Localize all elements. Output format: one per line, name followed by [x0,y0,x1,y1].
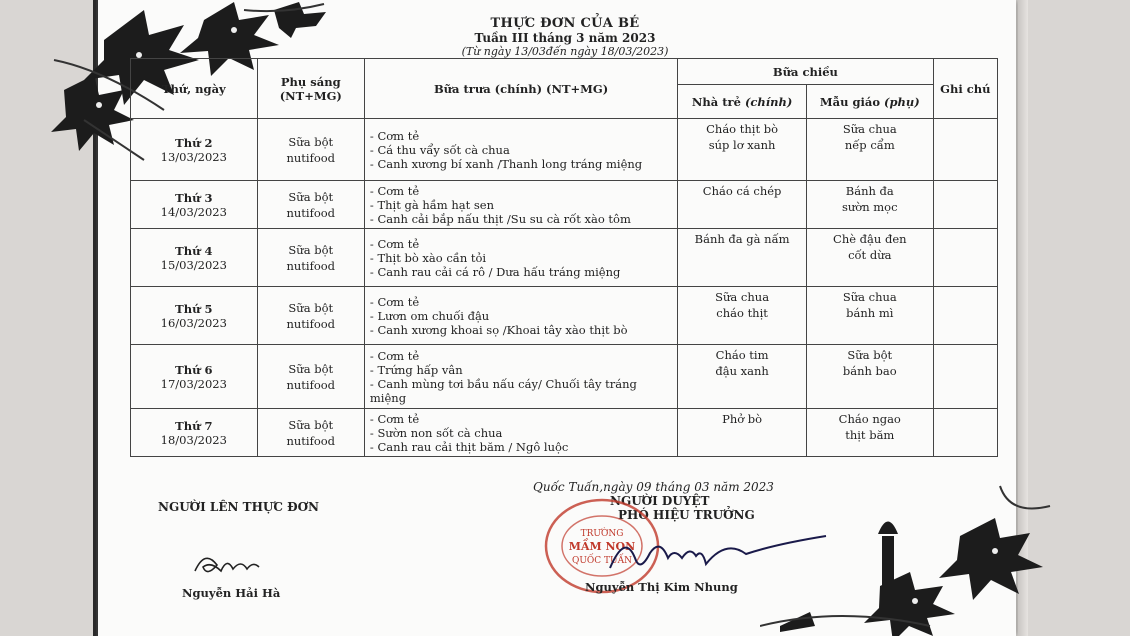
kindergarten-line: Sữa chua [842,122,897,136]
day-name: Thứ 2 [175,135,213,150]
svg-text:QUỐC TUẤN: QUỐC TUẤN [571,556,633,566]
day-name: Thứ 4 [175,243,213,258]
breakfast-cell [257,119,364,181]
menu-title: THỰC ĐƠN CỦA BÉ [490,16,640,31]
day-date: 14/03/2023 [160,204,227,219]
kindergarten-line: Bánh đa [845,184,894,198]
nursery-line: súp lơ xanh [708,138,776,152]
lunch-cell [364,287,677,345]
nursery-cell [678,181,807,229]
notes-cell [933,181,997,229]
notes-cell [933,119,997,181]
notes-cell [933,229,997,287]
breakfast-line: nutifood [286,205,336,220]
menu-date-range: (Từ ngày 13/03đến ngày 18/03/2023) [461,45,669,58]
breakfast-cell [257,181,364,229]
nursery-cell [678,119,807,181]
lunch-cell [364,409,677,457]
lunch-line: - Canh cải bắp nấu thịt /Su su cà rốt xào tôm [369,211,631,226]
kindergarten-cell [806,409,933,457]
breakfast-line: Sữa bột [288,242,334,257]
lunch-line: - Cơm tẻ [369,183,420,198]
notes-cell [933,287,997,345]
breakfast-line: Sữa bột [288,417,334,432]
nursery-line: Cháo cá chép [702,184,782,198]
breakfast-cell [257,287,364,345]
day-name: Thứ 3 [175,190,213,205]
day-cell [131,345,258,409]
creator-label: NGƯỜI LÊN THỰC ĐƠN [158,500,320,514]
breakfast-line: nutifood [286,377,336,392]
place-date: Quốc Tuấn,ngày 09 tháng 03 năm 2023 [533,480,774,494]
header-kindergarten [806,85,933,119]
day-date: 18/03/2023 [160,432,227,447]
lunch-line: - Canh mùng tơi bầu nấu cáy/ Chuối tây tráng [369,376,637,391]
lunch-cell [364,181,677,229]
kindergarten-line: bánh bao [842,364,897,378]
day-date: 15/03/2023 [160,257,227,272]
lunch-line: - Trứng hấp vân [369,362,463,377]
notes-cell [933,345,997,409]
day-cell [131,409,258,457]
kindergarten-line: Sữa chua [842,290,897,304]
header-nursery-label: Nhà trẻ [691,94,741,109]
breakfast-line: nutifood [286,316,336,331]
nursery-line: Sữa chua [715,290,770,304]
lunch-line: - Thịt gà hầm hạt sen [369,197,495,212]
kindergarten-cell [806,181,933,229]
nursery-cell [678,409,807,457]
nursery-cell [678,229,807,287]
kindergarten-line: Chè đậu đen [833,232,907,246]
menu-table [130,58,998,457]
lunch-line: - Cơm tẻ [369,411,420,426]
menu-row [131,345,998,409]
lunch-line: - Cơm tẻ [369,348,420,363]
nursery-line: đậu xanh [715,364,769,378]
kindergarten-line: Cháo ngao [838,412,901,426]
header-kindergarten-label: Mẫu giáo [819,94,880,109]
lunch-cell [364,229,677,287]
svg-text:MẦM NON: MẦM NON [568,540,636,553]
lunch-cell [364,119,677,181]
day-date: 16/03/2023 [160,315,227,330]
nursery-line: cháo thịt [716,306,768,320]
header-lunch: Bữa trưa (chính) (NT+MG) [364,59,677,119]
nursery-line: Bánh đa gà nấm [694,232,790,246]
menu-row [131,119,998,181]
kindergarten-line: nếp cẩm [844,138,895,152]
creator-signature [190,546,280,586]
header-breakfast: Phụ sáng (NT+MG) [257,59,364,119]
menu-row [131,409,998,457]
lunch-line: - Canh rau cải cá rô / Dưa hấu tráng miệng [369,264,621,279]
kindergarten-cell [806,345,933,409]
menu-row [131,229,998,287]
lunch-cell [364,345,677,409]
breakfast-line: Sữa bột [288,361,334,376]
day-cell [131,119,258,181]
day-cell [131,287,258,345]
lunch-line: - Canh xương khoai sọ /Khoai tây xào thịt bò [369,322,628,337]
breakfast-line: Sữa bột [288,300,334,315]
lunch-line: - Cơm tẻ [369,294,420,309]
svg-text:TRƯỜNG: TRƯỜNG [580,529,624,539]
nursery-cell [678,345,807,409]
kindergarten-line: cốt dừa [848,248,892,262]
nursery-cell [678,287,807,345]
header-afternoon: Bữa chiều [678,59,933,85]
lunch-line: - Lươn om chuối đậu [369,308,490,323]
breakfast-line: nutifood [286,433,336,448]
kindergarten-line: sườn mọc [841,200,898,214]
day-date: 17/03/2023 [160,376,227,391]
header-day: Thứ, ngày [131,59,258,119]
menu-row [131,287,998,345]
day-date: 13/03/2023 [160,149,227,164]
breakfast-cell [257,409,364,457]
breakfast-line: nutifood [286,150,336,165]
kindergarten-line: bánh mì [846,306,894,320]
breakfast-line: Sữa bột [288,134,334,149]
lunch-line: - Canh rau cải thịt băm / Ngô luộc [369,439,569,454]
lunch-line: - Sườn non sốt cà chua [369,425,503,440]
menu-week: Tuần III tháng 3 năm 2023 [474,31,656,45]
nursery-line: Cháo thịt bò [706,122,779,136]
kindergarten-cell [806,119,933,181]
lunch-line: - Cá thu vẩy sốt cà chua [369,142,510,157]
day-name: Thứ 6 [175,362,213,377]
approver-name: Nguyễn Thị Kim Nhung [585,580,738,594]
day-name: Thứ 7 [175,418,213,433]
day-cell [131,229,258,287]
header-notes: Ghi chú [933,59,997,119]
breakfast-cell [257,345,364,409]
day-cell [131,181,258,229]
nursery-line: Cháo tim [715,348,769,362]
kindergarten-cell [806,229,933,287]
kindergarten-line: thịt băm [845,428,895,442]
header-nursery-tag: (chính) [744,94,793,109]
header-kindergarten-tag: (phụ) [884,94,920,109]
kindergarten-cell [806,287,933,345]
lunch-line: - Canh xương bí xanh /Thanh long tráng miệng [369,156,643,171]
breakfast-cell [257,229,364,287]
approver-label: NGƯỜI DUYỆT [610,494,710,508]
day-name: Thứ 5 [175,301,213,316]
approver-role: PHÓ HIỆU TRƯỞNG [618,508,755,522]
lunch-line: - Cơm tẻ [369,128,420,143]
nursery-line: Phở bò [722,412,763,426]
kindergarten-line: Sữa bột [847,348,893,362]
menu-row [131,181,998,229]
breakfast-line: nutifood [286,258,336,273]
breakfast-line: Sữa bột [288,189,334,204]
creator-name: Nguyễn Hải Hà [182,586,281,600]
header-nursery [678,85,807,119]
notes-cell [933,409,997,457]
approver-signature [600,528,830,578]
lunch-line: - Cơm tẻ [369,236,420,251]
lunch-line: - Thịt bò xào cần tỏi [369,250,487,265]
lunch-line: miệng [369,390,407,405]
